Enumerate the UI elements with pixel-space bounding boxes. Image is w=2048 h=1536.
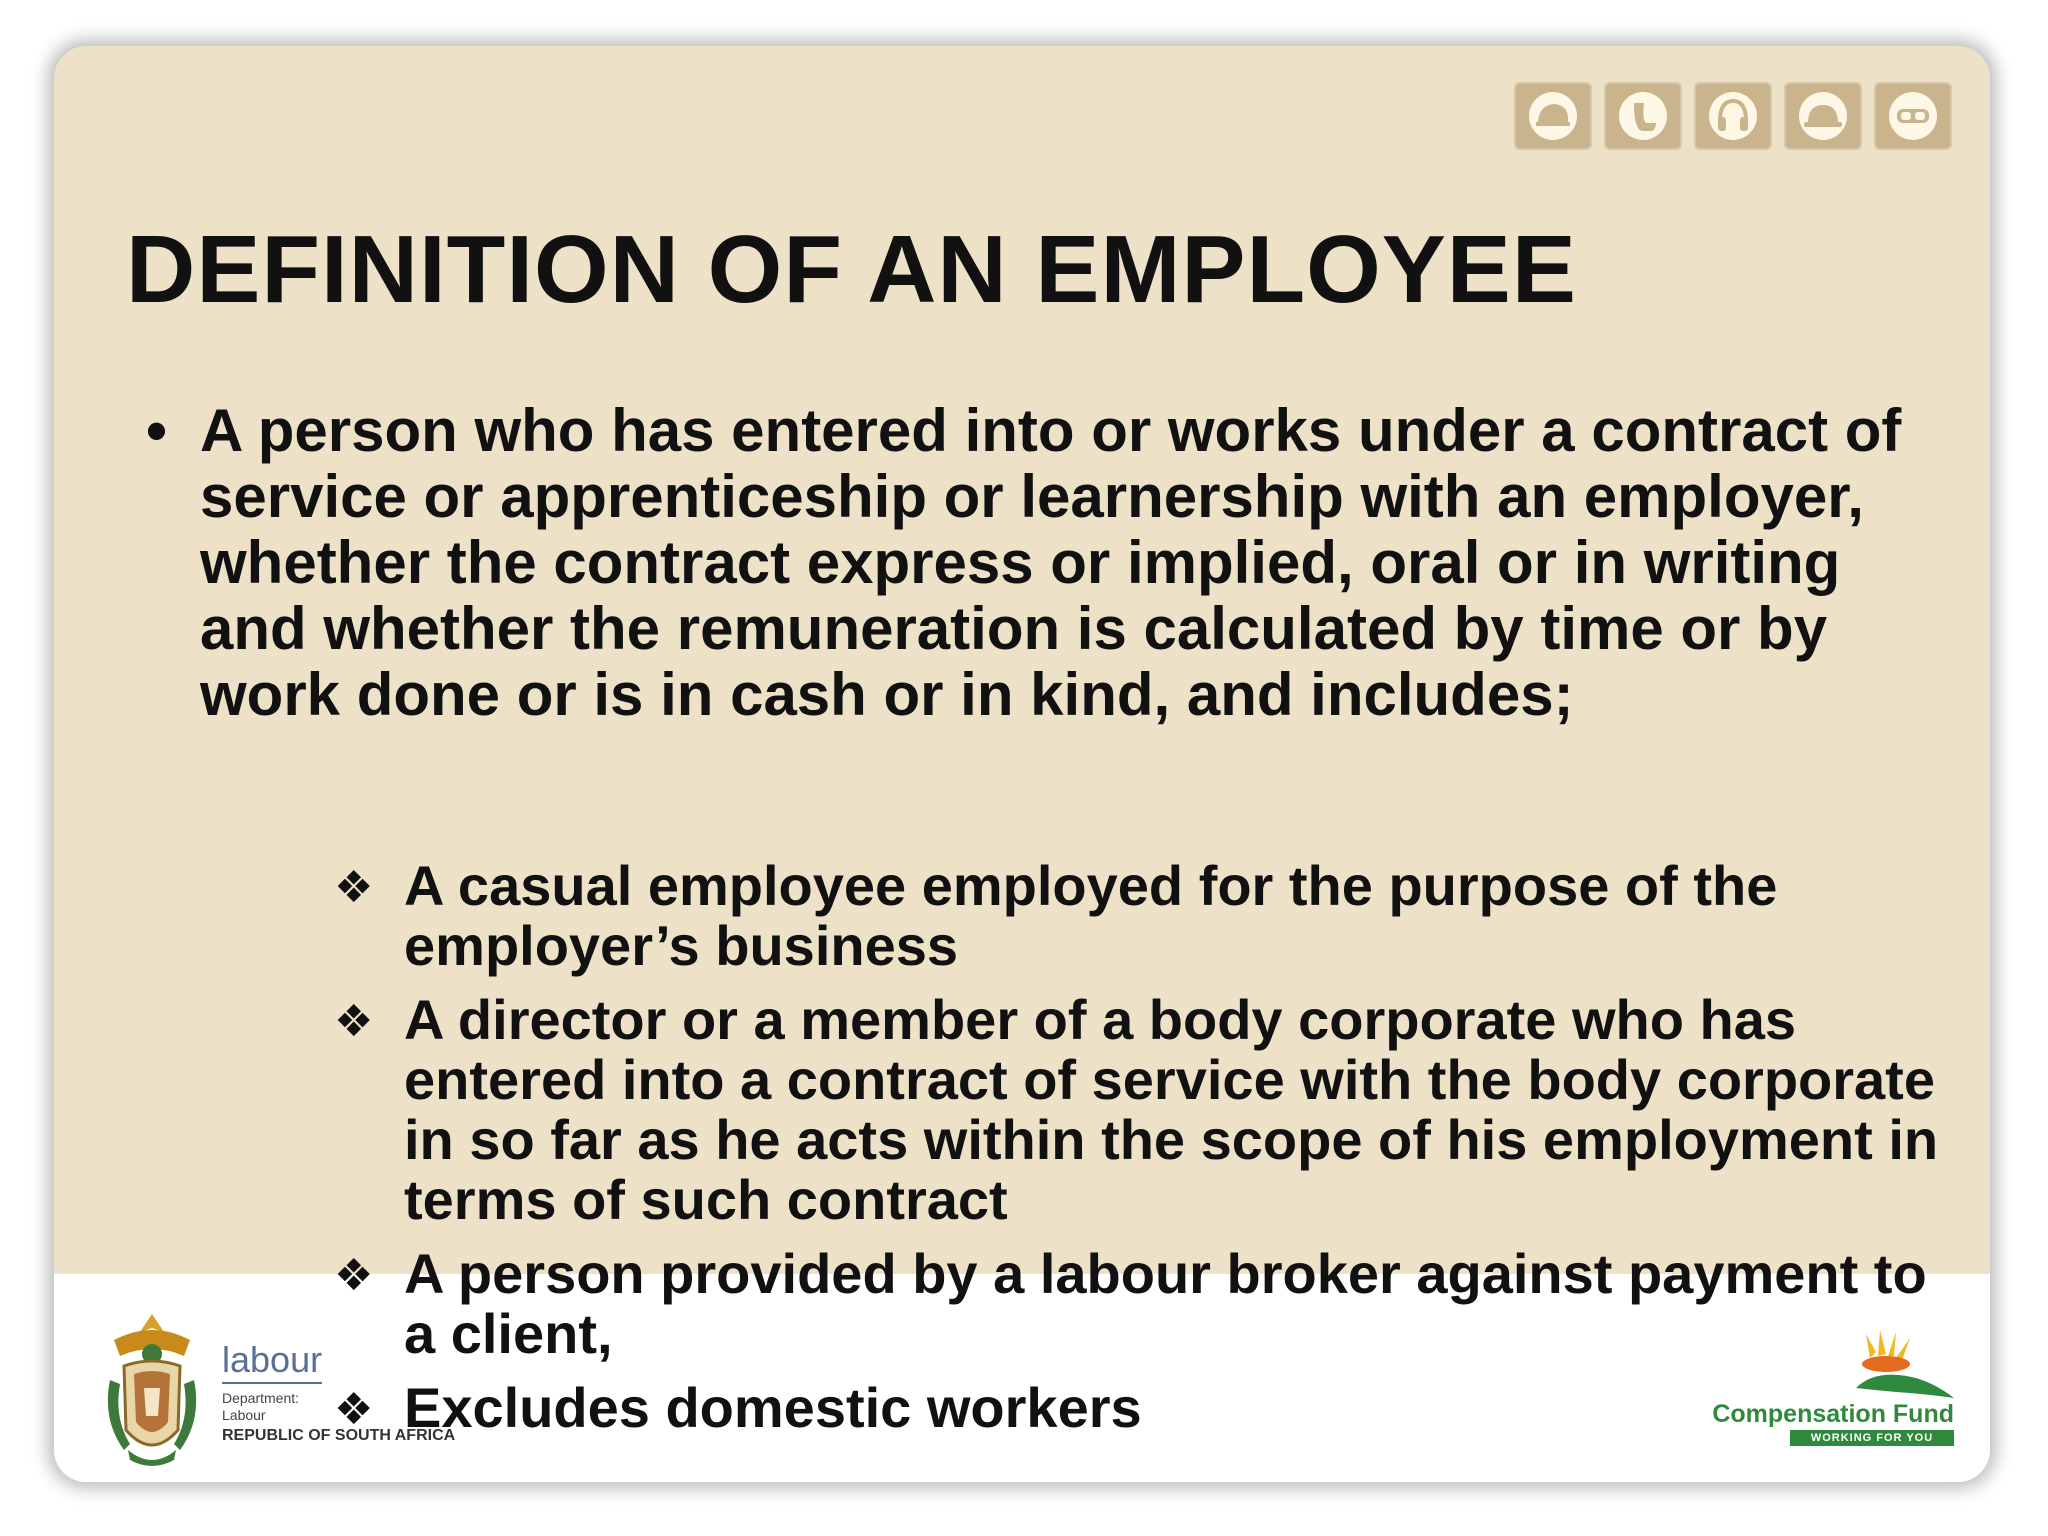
hard-hat-icon [1784, 82, 1862, 150]
compensation-fund-tagline: WORKING FOR YOU [1790, 1430, 1954, 1446]
helmet-icon [1514, 82, 1592, 150]
compensation-fund-name: Compensation Fund [1712, 1400, 1954, 1428]
list-item-text: A casual employee employed for the purpose of the employer’s business [404, 854, 1778, 977]
list-item [334, 856, 1974, 976]
diamond-bullet-icon: ❖ [334, 863, 374, 912]
goggles-icon [1874, 82, 1952, 150]
safety-icon-strip [1514, 82, 1952, 150]
headphones-icon [1694, 82, 1772, 150]
list-item-text: Excludes domestic workers [404, 1376, 1142, 1439]
country-line: REPUBLIC OF SOUTH AFRICA [222, 1427, 456, 1444]
labour-logo [222, 1339, 456, 1446]
list-item-text: A person provided by a labour broker against payment to a client, [404, 1242, 1927, 1365]
slide-title: DEFINITION OF AN EMPLOYEE [126, 216, 1577, 323]
ear-protection-icon [1604, 82, 1682, 150]
dept-line: Department: [222, 1390, 300, 1406]
list-item [334, 990, 1974, 1230]
diamond-bullet-icon: ❖ [334, 1385, 374, 1434]
main-bullet [126, 398, 1926, 728]
main-bullet-text: A person who has entered into or works under a contract of service or apprenticeship or learnership with an employer, whether the contract express or implied, oral or in writing and whether the remuneration is calculated by time or by work done or is in cash or in kind, and includes; [200, 397, 1902, 728]
coat-of-arms-icon [94, 1310, 210, 1474]
diamond-bullet-icon: ❖ [334, 997, 374, 1046]
dept-line-2: Labour [222, 1407, 266, 1423]
slide [54, 46, 1990, 1482]
bullet-marker: • [146, 397, 168, 464]
diamond-bullet-icon: ❖ [334, 1251, 374, 1300]
labour-word: labour [222, 1342, 322, 1384]
list-item-text: A director or a member of a body corporate who has entered into a contract of service with the body corporate in so far as he acts within the scope of his employment in terms of such contract [404, 988, 1939, 1231]
